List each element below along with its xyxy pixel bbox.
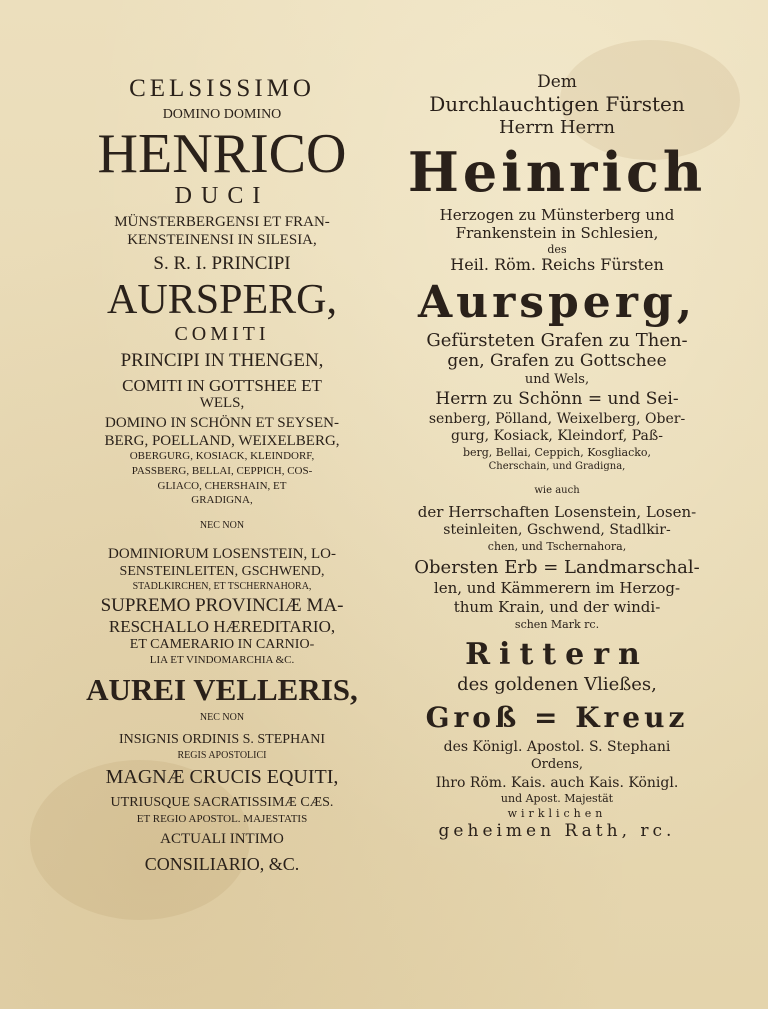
german-line: Gefürsteten Grafen zu Then- [426, 330, 688, 352]
latin-line: GLIACO, CHERSHAIN, ET [157, 479, 287, 492]
latin-line: UTRIUSQUE SACRATISSIMÆ CÆS. [110, 795, 334, 811]
latin-line: RESCHALLO HÆREDITARIO, [108, 617, 336, 637]
german-line: Dem [537, 72, 577, 92]
german-line: Groß = Kreuz [425, 700, 689, 734]
german-line: und Apost. Majestät [500, 792, 614, 806]
latin-line: CELSISSIMO [129, 75, 315, 102]
german-line: berg, Bellai, Ceppich, Kosgliacko, [462, 446, 652, 460]
german-line: wirklichen [507, 806, 607, 820]
german-line: gurg, Kosiack, Kleindorf, Paß- [451, 428, 663, 445]
latin-line: S. R. I. PRINCIPI [153, 253, 291, 275]
german-line: Aursperg, [417, 277, 697, 329]
german-line: senberg, Pölland, Weixelberg, Ober- [428, 410, 686, 427]
latin-line: DOMINO DOMINO [162, 107, 282, 123]
german-dedication [392, 70, 722, 841]
latin-line: ET CAMERARIO IN CARNIO- [129, 636, 315, 652]
german-line: len, und Kämmerern im Herzog- [433, 579, 681, 598]
german-line: des goldenen Vließes, [457, 674, 657, 696]
latin-line: ET REGIO APOSTOL. MAJESTATIS [136, 813, 308, 826]
latin-line: COMITI [174, 323, 270, 346]
latin-line: SENSTEINLEITEN, GSCHWEND, [119, 563, 325, 579]
latin-dedication [52, 70, 392, 874]
german-line: gen, Grafen zu Gottschee [447, 351, 667, 372]
latin-line: STADLKIRCHEN, ET TSCHERNAHORA, [132, 580, 312, 592]
latin-line: NEC NON [199, 711, 245, 723]
latin-line: PRINCIPI IN THENGEN, [120, 350, 324, 372]
latin-line: MÜNSTERBERGENSI ET FRAN- [114, 213, 330, 230]
german-line: der Herrschaften Losenstein, Losen- [417, 502, 697, 521]
german-line: chen, und Tschernahora, [487, 540, 627, 554]
latin-line: INSIGNIS ORDINIS S. STEPHANI [118, 732, 326, 748]
german-line: Obersten Erb = Landmarschal- [414, 556, 700, 578]
latin-line: OBERGURG, KOSIACK, KLEINDORF, [129, 450, 315, 463]
latin-line: NEC NON [199, 519, 245, 531]
latin-line: ACTUALI INTIMO [160, 830, 284, 847]
latin-line: GRADIGNA, [191, 494, 253, 507]
latin-line: WELS, [199, 395, 245, 412]
german-line: thum Krain, und der windi- [453, 598, 661, 617]
latin-line: MAGNÆ CRUCIS EQUITI, [105, 766, 339, 789]
german-line: des Königl. Apostol. S. Stephani [443, 739, 671, 756]
german-line: Durchlauchtigen Fürsten [429, 91, 685, 116]
german-line: wie auch [534, 485, 580, 497]
german-line: steinleiten, Gschwend, Stadlkir- [443, 522, 671, 539]
latin-line: DUCI [174, 182, 270, 209]
latin-line: AUREI VELLERIS, [86, 672, 358, 708]
german-line: Herzogen zu Münsterberg und [439, 206, 675, 225]
german-line: des [547, 242, 567, 256]
latin-line: DOMINO IN SCHÖNN ET SEYSEN- [105, 414, 339, 431]
latin-line: AURSPERG, [107, 277, 337, 324]
german-line: Cherschain, und Gradigna, [488, 460, 626, 472]
latin-line: LIA ET VINDOMARCHIA &C. [149, 653, 295, 666]
latin-line: DOMINIORUM LOSENSTEIN, LO- [108, 546, 336, 563]
latin-line: SUPREMO PROVINCIÆ MA- [100, 595, 344, 617]
latin-line: HENRICO [97, 122, 347, 185]
german-line: Rittern [465, 636, 649, 672]
german-line: und Wels, [524, 372, 590, 388]
german-line: schen Mark rc. [514, 617, 600, 631]
german-line: Frankenstein in Schlesien, [455, 224, 659, 243]
latin-line: CONSILIARIO, &C. [144, 854, 300, 875]
latin-line: BERG, POELLAND, WEIXELBERG, [104, 432, 340, 449]
latin-line: REGIS APOSTOLICI [177, 749, 267, 761]
german-line: Ordens, [530, 756, 584, 772]
german-line: Herrn zu Schönn = und Sei- [435, 388, 679, 409]
german-line: Ihro Röm. Kais. auch Kais. Königl. [435, 774, 679, 791]
german-line: geheimen Rath, rc. [438, 821, 676, 842]
latin-line: KENSTEINENSI IN SILESIA, [127, 231, 317, 248]
latin-line: COMITI IN GOTTSHEE ET [122, 376, 322, 396]
latin-line: PASSBERG, BELLAI, CEPPICH, COS- [131, 465, 313, 478]
german-line: Heinrich [407, 139, 707, 204]
german-line: Heil. Röm. Reichs Fürsten [450, 255, 664, 275]
german-line: Herrn Herrn [498, 116, 616, 138]
